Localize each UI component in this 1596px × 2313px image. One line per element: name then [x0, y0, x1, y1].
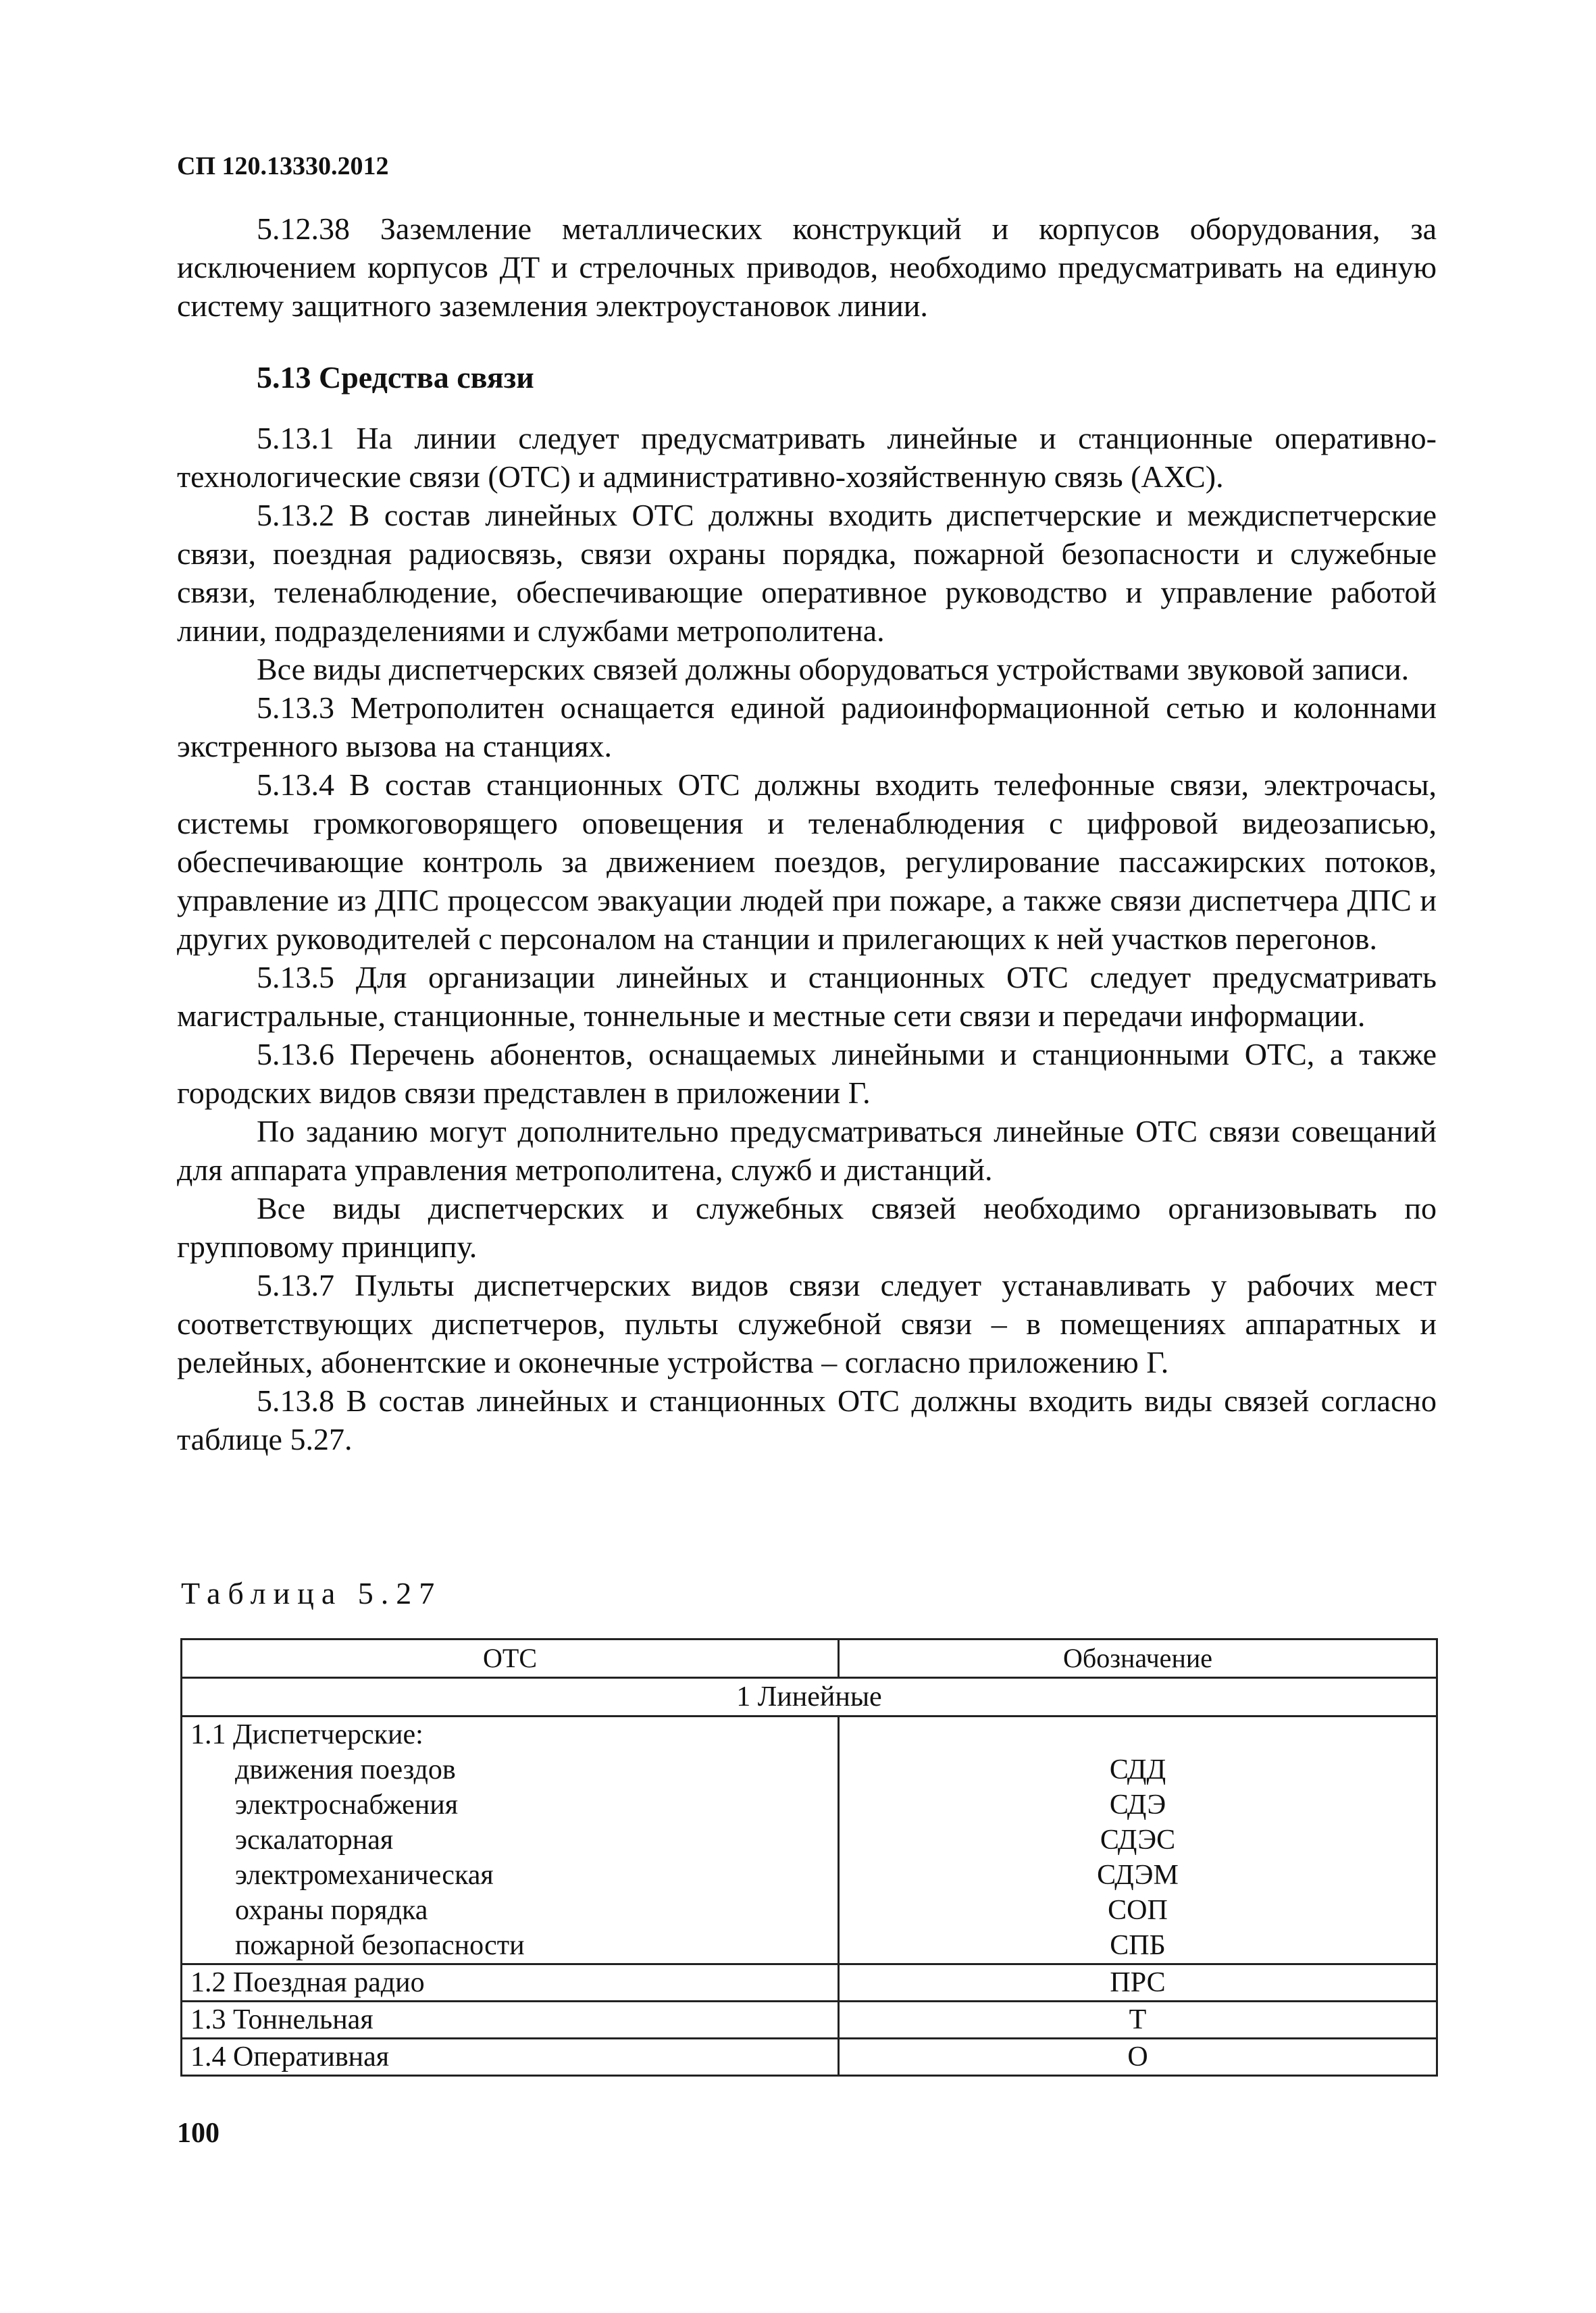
row-name-cell: 1.3 Тоннельная	[182, 2002, 839, 2039]
paragraph: Все виды диспетчерских связей должны оборудоваться устройствами звуковой записи.	[257, 652, 1410, 686]
dispatch-item-code: СДЭС	[1100, 1825, 1176, 1856]
paragraph: 5.13.6 Перечень абонентов, оснащаемых линейными и станционными ОТС, а также городских видов связи представлен в приложении Г.	[177, 1037, 1437, 1110]
dispatch-item-code: СДЭМ	[1097, 1860, 1179, 1891]
dispatch-item-name: эскалаторная	[235, 1825, 394, 1856]
dispatch-item-code: СДЭ	[1109, 1789, 1166, 1821]
paragraph: 5.13.4 В состав станционных ОТС должны входить телефонные связи, электрочасы, системы громкоговорящего оповещения и теленаблюдения с цифровой видеозаписью, обеспечивающие контроль за движением поездов, регулирование пассажирских потоков, управление из ДПС процессом эвакуации людей при пожаре, а также связи диспетчера ДПС и других руководителей с персоналом на станции и прилегающих к ней участков перегонов.	[177, 767, 1437, 956]
section-text-block	[177, 419, 1437, 1458]
row-code-cell: ПРС	[839, 1964, 1437, 2002]
intro-text-block	[177, 209, 1437, 325]
group-title-linear: 1 Линейные	[182, 1678, 1437, 1717]
dispatch-item-name: пожарной безопасности	[235, 1930, 525, 1961]
table-group-row	[182, 1678, 1437, 1717]
paragraph: По заданию могут дополнительно предусматриваться линейные ОТС связи совещаний для аппарата управления метрополитена, служб и дистанций.	[177, 1114, 1437, 1187]
paragraph: 5.13.3 Метрополитен оснащается единой радиоинформационной сетью и колоннами экстренного вызова на станциях.	[177, 690, 1437, 763]
paragraph-5-12-38: 5.12.38 Заземление металлических конструкций и корпусов оборудования, за исключением корпусов ДТ и стрелочных приводов, необходимо предусматривать на единую систему защитного заземления электроустановок линии.	[177, 211, 1437, 323]
paragraph: Все виды диспетчерских и служебных связей необходимо организовывать по групповому принципу.	[177, 1191, 1437, 1264]
row-code-cell: Т	[839, 2002, 1437, 2039]
dispatch-item-name: движения поездов	[235, 1754, 456, 1785]
row-name-cell: 1.4 Оперативная	[182, 2039, 839, 2076]
dispatch-item-name: электроснабжения	[235, 1789, 459, 1821]
paragraph: 5.13.1 На линии следует предусматривать линейные и станционные оперативно-технологические связи (ОТС) и административно-хозяйственную связь (АХС).	[177, 421, 1437, 494]
table-caption: Таблица 5.27	[181, 1576, 442, 1610]
section-title: 5.13 Средства связи	[257, 360, 534, 395]
table-row	[182, 2039, 1437, 2076]
dispatch-item-code: СПБ	[1110, 1930, 1166, 1961]
row-name-cell: 1.2 Поездная радио	[182, 1964, 839, 2002]
table-row	[182, 2002, 1437, 2039]
dispatch-group-label: 1.1 Диспетчерские:	[190, 1719, 423, 1750]
dispatch-item-code: СДД	[1109, 1754, 1166, 1785]
dispatch-item-name: охраны порядка	[235, 1895, 428, 1926]
paragraph: 5.13.8 В состав линейных и станционных ОТС должны входить виды связей согласно таблице 5.27.	[177, 1383, 1437, 1456]
table-header-row	[182, 1640, 1437, 1678]
dispatch-names-cell	[182, 1717, 839, 1964]
blank-line	[848, 1717, 1428, 1752]
row-code-cell: О	[839, 2039, 1437, 2076]
table-row-dispatch	[182, 1717, 1437, 1964]
table-row	[182, 1964, 1437, 2002]
dispatch-item-code: СОП	[1108, 1895, 1168, 1926]
column-header-ots: ОТС	[182, 1640, 839, 1678]
paragraph: 5.13.5 Для организации линейных и станционных ОТС следует предусматривать магистральные, станционные, тоннельные и местные сети связи и передачи информации.	[177, 960, 1437, 1033]
dispatch-codes-cell	[839, 1717, 1437, 1964]
ots-table	[180, 1638, 1438, 2077]
dispatch-item-name: электромеханическая	[235, 1860, 494, 1891]
page-number: 100	[177, 2118, 220, 2149]
column-header-designation: Обозначение	[839, 1640, 1437, 1678]
paragraph: 5.13.7 Пульты диспетчерских видов связи следует устанавливать у рабочих мест соответствующих диспетчеров, пульты служебной связи – в помещениях аппаратных и релейных, абонентские и оконечные устройства – согласно приложению Г.	[177, 1268, 1437, 1379]
paragraph: 5.13.2 В состав линейных ОТС должны входить диспетчерские и междиспетчерские связи, поездная радиосвязь, связи охраны порядка, пожарной безопасности и служебные связи, теленаблюдение, обеспечивающие оперативное руководство и управление работой линии, подразделениями и службами метрополитена.	[177, 498, 1437, 648]
document-code-header: СП 120.13330.2012	[177, 152, 389, 180]
